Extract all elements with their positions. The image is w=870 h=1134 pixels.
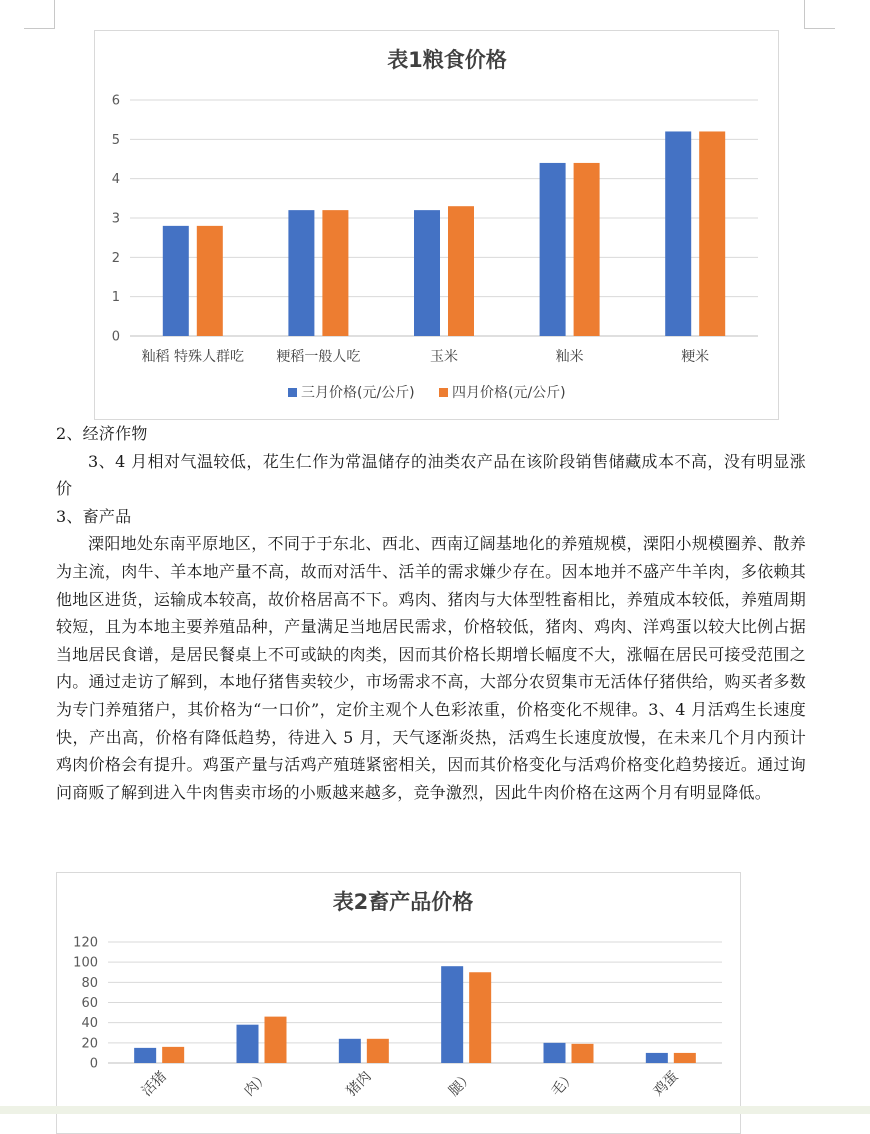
- c1-bar-april: [448, 206, 474, 336]
- c1-category-label: 玉米: [430, 349, 458, 365]
- c2-category-label: 鸡蛋: [650, 1068, 682, 1100]
- c2-category-label: 腿）: [445, 1068, 477, 1100]
- c2-y-tick-label: 80: [81, 975, 98, 991]
- chart1-title: 表1粮食价格: [387, 48, 507, 72]
- c2-y-tick-label: 60: [81, 996, 98, 1011]
- c1-bar-april: [574, 163, 600, 336]
- c1-category-label: 籼稻 特殊人群吃: [141, 349, 245, 365]
- c2-category-label: 活猪: [138, 1068, 170, 1100]
- chart2-category-labels: [138, 1068, 681, 1100]
- c1-category-label: 籼米: [555, 349, 584, 365]
- document-body: [56, 420, 806, 806]
- chart1-bars: [163, 131, 725, 336]
- c2-y-tick-label: 0: [89, 1056, 98, 1072]
- c2-bar-march: [544, 1043, 566, 1063]
- section-heading-cash-crops: 2、经济作物: [56, 424, 148, 443]
- c2-category-label: 毛）: [548, 1068, 580, 1100]
- paragraph-cash-crops: 3、4 月相对气温较低，花生仁作为常温储存的油类农产品在该阶段销售储藏成本不高，没有明显涨价: [56, 451, 806, 499]
- livestock-price-chart-svg: [57, 873, 740, 1133]
- chart2-gridlines: [108, 942, 722, 1063]
- c2-bar-april: [367, 1039, 389, 1063]
- c1-bar-march: [414, 210, 440, 336]
- crop-mark-right: [804, 0, 835, 29]
- chart1-legend: [288, 384, 566, 401]
- chart1-category-labels: [142, 348, 710, 365]
- section-heading-livestock: 3、畜产品: [56, 506, 132, 526]
- chart1-y-ticks: [112, 94, 120, 345]
- chart2-bars: [134, 966, 696, 1063]
- c1-bar-march: [540, 163, 566, 336]
- c1-bar-march: [665, 131, 691, 336]
- c1-category-label: 粳米: [681, 349, 710, 365]
- c2-y-tick-label: 100: [73, 955, 98, 971]
- c1-y-tick-label: 4: [111, 172, 120, 188]
- c2-y-tick-label: 20: [81, 1036, 98, 1052]
- c1-bar-march: [163, 226, 189, 336]
- grain-price-chart: [94, 30, 779, 420]
- c1-y-tick-label: 0: [111, 329, 120, 345]
- c1-y-tick-label: 2: [111, 250, 120, 266]
- c2-bar-march: [134, 1048, 156, 1063]
- c2-bar-april: [572, 1044, 594, 1063]
- c1-category-label: 粳稻一般人吃: [276, 349, 361, 365]
- c2-category-label: 猪肉: [343, 1068, 375, 1100]
- c1-y-tick-label: 1: [111, 290, 120, 306]
- c1-y-tick-label: 5: [111, 132, 120, 148]
- c2-bar-april: [265, 1017, 287, 1063]
- c1-y-tick-label: 6: [111, 93, 120, 109]
- c2-y-tick-label: 120: [73, 935, 98, 951]
- legend-swatch-april: [439, 388, 448, 397]
- c2-bar-april: [469, 972, 491, 1063]
- paragraph-livestock: 溧阳地处东南平原地区，不同于于东北、西北、西南辽阔基地化的养殖规模，溧阳小规模圈养、散养为主流，肉牛、羊本地产量不高，故而对活牛、活羊的需求嫌少存在。因本地并不盛产牛羊肉，多依赖其他地区进货，运输成本较高，故价格居高不下。鸡肉、猪肉与大体型牲畜相比，养殖成本较低，养殖周期较短，且为本地主要养殖品种，产量满足当地居民需求，价格较低，猪肉、鸡肉、洋鸡蛋以较大比例占据当地居民食谱，是居民餐桌上不可或缺的肉类，因而其价格长期增长幅度不大，涨幅在居民可接受范围之内。通过走访了解到，本地仔猪售卖较少，市场需求不高，大部分农贸集市无活体仔猪供给，购买者多数为专门养殖猪户，其价格为“一口价”，定价主观个人色彩浓重，价格变化不规律。3、4 月活鸡生长速度快，产出高，价格有降低趋势，待进入 5 月，天气逐渐炎热，活鸡生长速度放慢，在未来几个月内预计鸡肉价格会有提升。鸡蛋产量与活鸡产殖琏紧密相关，因而其价格变化与活鸡价格变化趋势接近。通过询问商贩了解到进入牛肉售卖市场的小贩越来越多，竞争激烈，因此牛肉价格在这两个月有明显降低。: [56, 534, 806, 802]
- c2-bar-march: [441, 966, 463, 1063]
- c1-bar-april: [699, 131, 725, 336]
- c1-bar-april: [322, 210, 348, 336]
- crop-mark-left: [24, 0, 55, 29]
- window-bottom-edge: [0, 1106, 870, 1114]
- chart2-y-ticks: [73, 936, 98, 1072]
- chart1-gridlines: [130, 100, 758, 336]
- legend-label-march: 三月价格(元/公斤): [301, 385, 415, 401]
- c2-bar-march: [646, 1053, 668, 1063]
- legend-swatch-march: [288, 388, 297, 397]
- c1-y-tick-label: 3: [111, 211, 120, 227]
- legend-label-april: 四月价格(元/公斤): [452, 385, 566, 401]
- chart2-title: 表2畜产品价格: [332, 890, 474, 914]
- c1-bar-march: [288, 210, 314, 336]
- c2-bar-april: [162, 1047, 184, 1063]
- c1-bar-april: [197, 226, 223, 336]
- c2-y-tick-label: 40: [81, 1016, 98, 1032]
- c2-bar-april: [674, 1053, 696, 1063]
- c2-bar-march: [237, 1025, 259, 1063]
- c2-bar-march: [339, 1039, 361, 1063]
- grain-price-chart-svg: [95, 31, 778, 419]
- livestock-price-chart: [56, 872, 741, 1134]
- c2-category-label: 肉）: [241, 1068, 273, 1100]
